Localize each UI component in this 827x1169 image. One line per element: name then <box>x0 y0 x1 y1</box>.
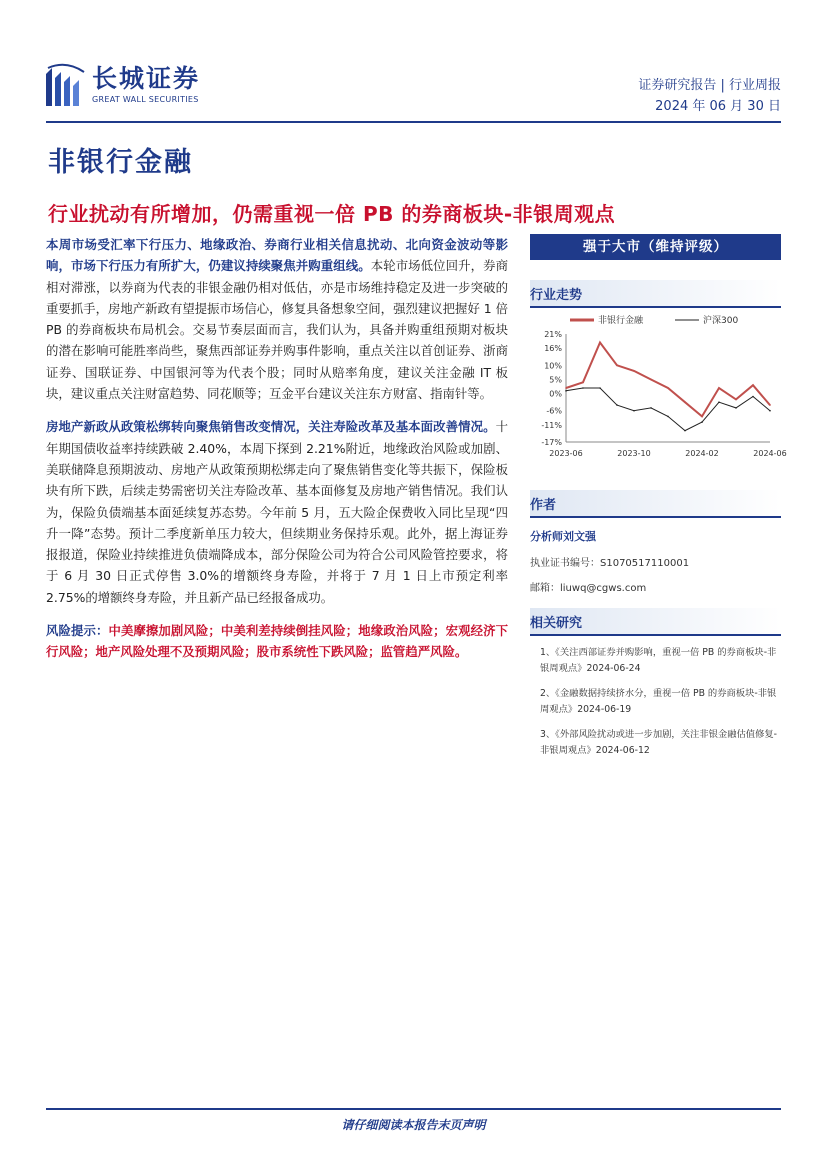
y-tick-label: 16% <box>544 344 562 354</box>
author-section-title: 作者 <box>530 490 781 518</box>
data-point <box>599 387 601 389</box>
data-point <box>616 404 618 406</box>
data-point <box>752 396 754 398</box>
x-tick-label: 2023-10 <box>617 449 651 458</box>
data-point <box>633 370 635 372</box>
data-point <box>599 342 601 344</box>
data-point <box>616 364 618 366</box>
related-item[interactable]: 2、《金融数据持续挤水分，重视一倍 PB 的券商板块-非银周观点》2024-06-19 <box>540 688 777 715</box>
rating-badge: 强于大市（维持评级） <box>530 234 781 260</box>
data-point <box>650 407 652 409</box>
related-list <box>530 645 781 759</box>
x-tick-label: 2024-06 <box>753 449 787 458</box>
sector-title: 非银行金融 <box>48 147 193 178</box>
sidebar <box>530 234 787 759</box>
data-point <box>582 382 584 384</box>
author-name: 分析师刘文强 <box>530 530 596 543</box>
report-date: 2024 年 06 月 30 日 <box>655 99 781 114</box>
data-point <box>582 387 584 389</box>
data-point <box>650 379 652 381</box>
paragraph-insurance <box>46 416 508 608</box>
logo-text-en: GREAT WALL SECURITIES <box>92 95 199 104</box>
related-section-title: 相关研究 <box>530 608 781 636</box>
y-tick-label: 5% <box>549 375 562 385</box>
data-point <box>667 387 669 389</box>
legend-label: 沪深300 <box>703 316 739 326</box>
trend-chart <box>530 312 787 472</box>
trend-section-title: 行业走势 <box>530 280 781 308</box>
trend-chart-svg <box>530 312 787 472</box>
header-divider <box>46 121 781 123</box>
y-tick-label: -17% <box>541 438 562 447</box>
paragraph-market-lead: 本周市场受汇率下行压力、地缘政治、券商行业相关信息扰动、北向资金波动等影响，市场下行压力有所扩大，仍建议持续聚焦并购重组线。 <box>46 237 508 274</box>
author-cert: 执业证书编号：S1070517110001 <box>530 558 690 569</box>
x-tick-label: 2023-06 <box>549 449 583 458</box>
paragraph-market <box>46 234 508 404</box>
great-wall-logo-icon <box>46 64 84 106</box>
related-item[interactable]: 3、《外部风险扰动或进一步加剧，关注非银金融估值修复-非银周观点》2024-06-12 <box>540 729 778 756</box>
x-tick-label: 2024-02 <box>685 449 719 458</box>
data-point <box>565 387 567 389</box>
data-point <box>667 416 669 418</box>
author-email: 邮箱：liuwq@cgws.com <box>530 583 647 594</box>
data-point <box>684 401 686 403</box>
logo-text-cn: 长城证券 <box>92 64 201 93</box>
data-point <box>701 421 703 423</box>
y-tick-label: 21% <box>544 330 562 339</box>
risk-warning <box>46 620 508 663</box>
data-point <box>718 401 720 403</box>
series-line <box>566 388 770 431</box>
report-type: 证券研究报告 | 行业周报 <box>638 78 781 93</box>
paragraph-market-text: 本轮市场低位回升，券商相对滞涨，以券商为代表的非银金融仍相对低估，亦是市场维持稳定及进一步突破的重要抓手，房地产新政有望提振市场信心，修复具备想象空间，强烈建议把握好 1 倍 PB 的券商板块布局机会。交易节奏层面而言，我们认为，具备并购重组预期对板块的潜在影响可能胜率尚些，聚焦西部证券并购事件影响，重点关注以首创证券、浙商证券、国联证券、中国银河等为代表个股；同时从赔率角度，建议关注金融 IT 板块，建议重点关注财富趋势、同花顺等；互金平台建议关注东方财富、指南针等。 <box>46 258 509 402</box>
data-point <box>735 399 737 401</box>
data-point <box>769 410 771 412</box>
data-point <box>633 410 635 412</box>
data-point <box>684 430 686 432</box>
company-logo <box>46 64 216 110</box>
paragraph-insurance-lead: 房地产新政从政策松绑转向聚焦销售改变情况，关注寿险改革及基本面改善情况。 <box>46 419 496 435</box>
data-point <box>718 387 720 389</box>
y-tick-label: -11% <box>541 420 562 430</box>
main-body <box>46 234 508 675</box>
risk-text: 中美摩擦加剧风险；中美利差持续倒挂风险；地缘政治风险；宏观经济下行风险；地产风险处理不及预期风险；股市系统性下跌风险；监管趋严风险。 <box>46 623 509 660</box>
related-item[interactable]: 1、《关注西部证券并购影响，重视一倍 PB 的券商板块-非银周观点》2024-06-24 <box>540 647 777 674</box>
risk-label: 风险提示： <box>46 623 109 639</box>
y-tick-label: -6% <box>546 406 562 416</box>
y-tick-label: 10% <box>544 361 562 371</box>
data-point <box>735 407 737 409</box>
legend-label: 非银行金融 <box>598 316 644 326</box>
y-tick-label: 0% <box>549 389 562 399</box>
footer-disclaimer: 请仔细阅读本报告末页声明 <box>341 1118 486 1132</box>
data-point <box>701 416 703 418</box>
footer-divider <box>46 1108 781 1110</box>
data-point <box>752 384 754 386</box>
report-headline: 行业扰动有所增加，仍需重视一倍 PB 的券商板块-非银周观点 <box>48 202 616 226</box>
paragraph-insurance-text: 十年期国债收益率持续跌破 2.40%，本周下探到 2.21%附近，地缘政治风险或加剧、美联储降息预期波动、房地产从政策预期松绑走向了聚焦销售变化等共振下，保险板块有所下跌，后续走势需密切关注寿险改革、基本面修复及房地产销售情况。我们认为，保险负债端基本面延续复苏态势。今年前 5 月，五大险企保费收入同比呈现“四升一降”态势。预计二季度新单压力较大，但续期业务保持乐观。此外，据上海证券报报道，保险业持续推进负债端降成本，部分保险公司为符合公司风险管控要求，将于 6 月 30 日正式停售 3.0%的增额终身寿险，并将于 7 月 1 日上市预定利率 2.75%的增额终身寿险，并且新产品已经报备成功。 <box>46 419 508 605</box>
data-point <box>769 404 771 406</box>
data-point <box>565 390 567 392</box>
